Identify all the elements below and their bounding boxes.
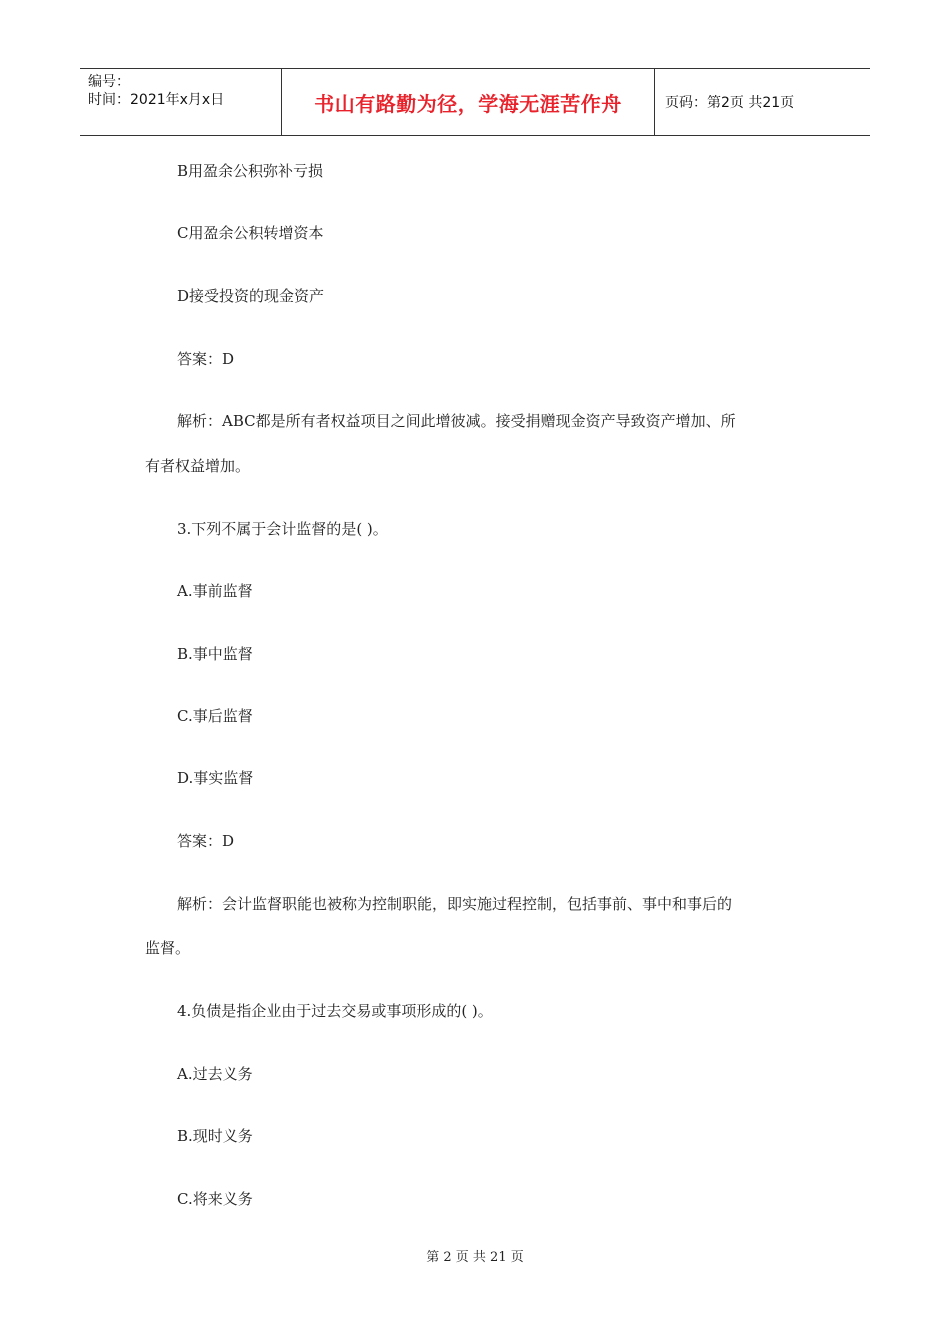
header-page-label: 页码：第2页 共21页 — [665, 95, 795, 111]
option-line: B.现时义务 — [177, 1127, 253, 1145]
page-footer — [0, 1246, 950, 1265]
option-line: C.将来义务 — [177, 1190, 253, 1208]
question-line: 4.负债是指企业由于过去交易或事项形成的( )。 — [177, 1002, 493, 1020]
explanation-line: 解析：ABC都是所有者权益项目之间此增彼减。接受捐赠现金资产导致资产增加、所 — [177, 412, 736, 430]
document-number-label: 编号： — [88, 74, 130, 90]
question-line: 3.下列不属于会计监督的是( )。 — [177, 520, 388, 538]
option-line: D.事实监督 — [177, 769, 254, 787]
explanation-line-continued: 有者权益增加。 — [145, 457, 251, 475]
option-line: B用盈余公积弥补亏损 — [177, 162, 324, 180]
header-motto: 书山有路勤为径，学海无涯苦作舟 — [314, 91, 622, 116]
document-time-label: 时间：2021年x月x日 — [88, 92, 225, 108]
header-meta-cell — [80, 69, 282, 135]
header-table — [80, 68, 870, 136]
option-line: C.事后监督 — [177, 707, 253, 725]
option-line: A.事前监督 — [177, 582, 253, 600]
answer-line: 答案：D — [177, 832, 235, 850]
option-line: B.事中监督 — [177, 645, 253, 663]
header-page-cell — [655, 69, 870, 135]
header-motto-cell — [282, 69, 655, 135]
option-line: C用盈余公积转增资本 — [177, 224, 324, 242]
footer-page-number: 第 2 页 共 21 页 — [426, 1250, 524, 1265]
explanation-line: 解析：会计监督职能也被称为控制职能，即实施过程控制，包括事前、事中和事后的 — [177, 895, 733, 913]
option-line: A.过去义务 — [177, 1065, 253, 1083]
answer-line: 答案：D — [177, 350, 235, 368]
option-line: D接受投资的现金资产 — [177, 287, 325, 305]
explanation-line-continued: 监督。 — [145, 939, 191, 957]
